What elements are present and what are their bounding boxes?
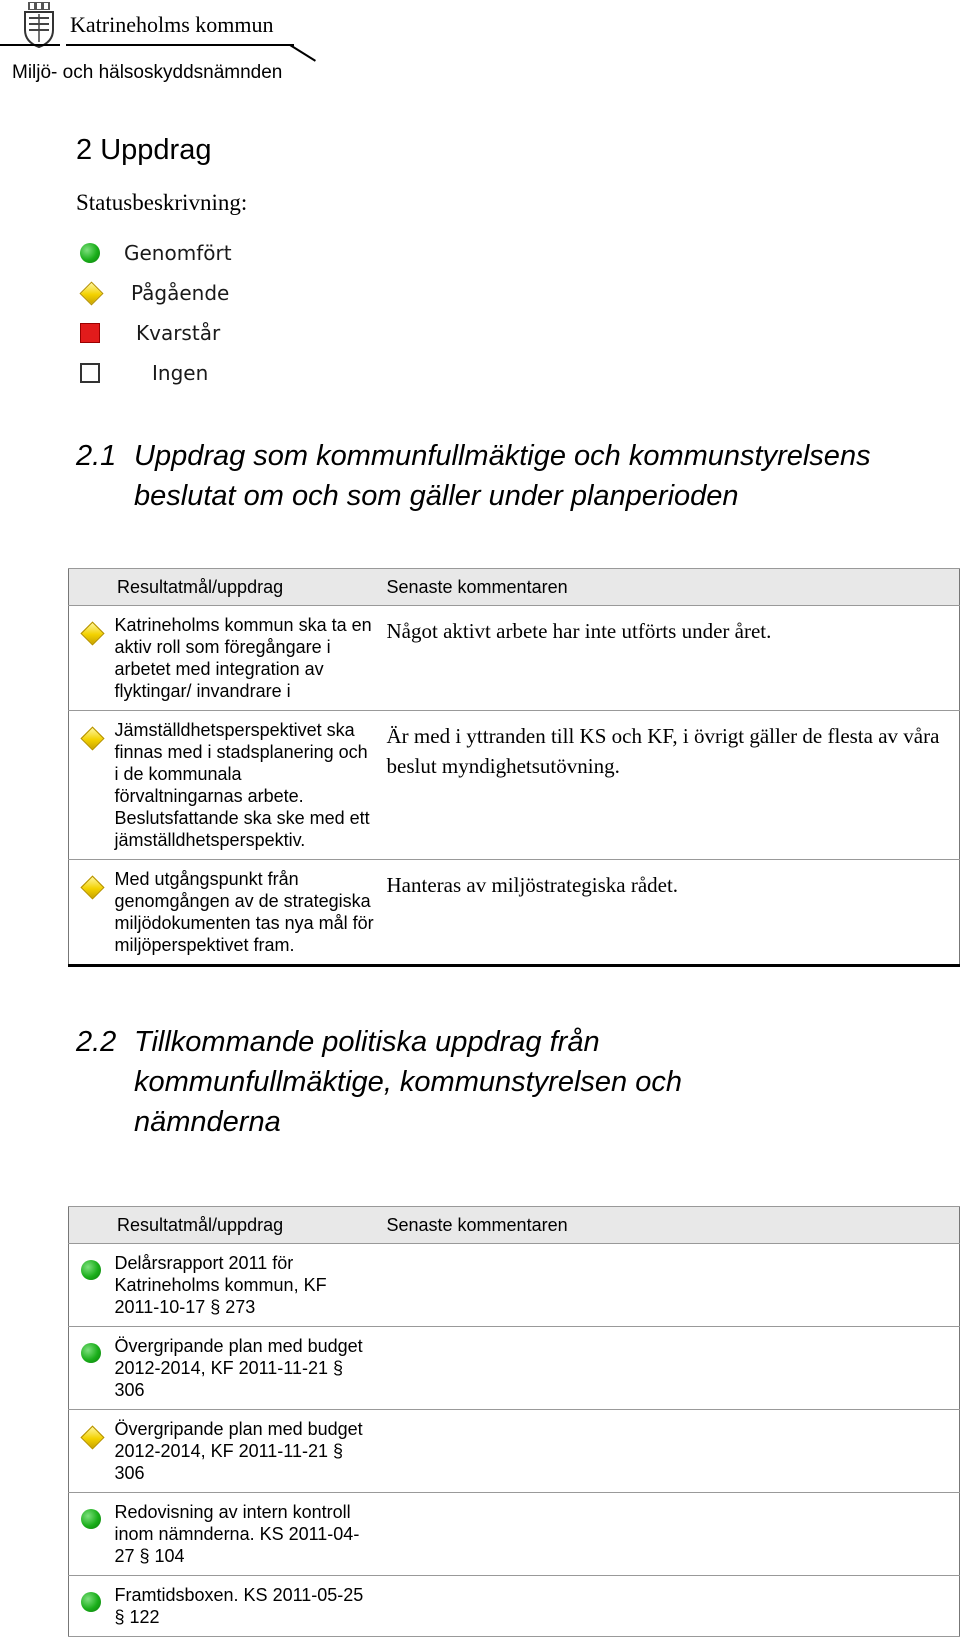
empty-square-icon [80, 363, 100, 383]
section-heading [76, 134, 211, 167]
comment-text: Något aktivt arbete har inte utförts under året. [381, 606, 960, 711]
legend-item [80, 278, 229, 308]
comment-text [381, 1244, 960, 1327]
column-header-comment: Senaste kommentaren [381, 569, 960, 606]
comment-text [381, 1493, 960, 1576]
goal-text: Jämställdhetsperspektivet ska finnas med i stadsplanering och i de kommunala förvaltningarnas arbete. Beslutsfattande ska ske med ett jämställdhetsperspektiv. [115, 711, 381, 860]
legend-item [80, 318, 220, 348]
brand-name: Katrineholms kommun [70, 12, 274, 37]
section-number: 2.2 [76, 1026, 117, 1058]
header-rule [289, 44, 316, 62]
column-header-goal: Resultatmål/uppdrag [69, 1207, 381, 1244]
comment-text [381, 1327, 960, 1410]
table-row [69, 860, 960, 966]
table-row [69, 606, 960, 711]
table-row [69, 1327, 960, 1410]
comment-text [381, 1410, 960, 1493]
table-row [69, 711, 960, 860]
section-title: Tillkommande politiska uppdrag från kommunfullmäktige, kommunstyrelsen och nämnderna [134, 1026, 682, 1138]
legend-label: Genomfört [124, 241, 232, 265]
table-row [69, 1410, 960, 1493]
green-circle-icon [81, 1260, 101, 1280]
comment-text: Är med i yttranden till KS och KF, i övrigt gäller de flesta av våra beslut myndighetsutövning. [381, 711, 960, 860]
table-row [69, 1493, 960, 1576]
header-rule [66, 44, 294, 46]
comment-text: Hanteras av miljöstrategiska rådet. [381, 860, 960, 966]
green-circle-icon [81, 1509, 101, 1529]
legend-label: Ingen [152, 361, 209, 385]
red-square-icon [80, 323, 100, 343]
comment-text [381, 1576, 960, 1637]
legend-label: Pågående [131, 281, 230, 305]
yellow-diamond-icon [80, 1425, 104, 1449]
legend-item [80, 238, 232, 268]
section-heading [76, 436, 956, 556]
table-row [69, 1244, 960, 1327]
header-rule [0, 44, 60, 46]
goal-text: Övergripande plan med budget 2012-2014, KF 2011-11-21 § 306 [115, 1327, 381, 1410]
yellow-diamond-icon [80, 726, 104, 750]
yellow-diamond-icon [79, 281, 103, 305]
section-title: Uppdrag som kommunfullmäktige och kommunstyrelsens beslutat om och som gäller under planperioden [134, 440, 871, 512]
assignments-table [68, 568, 960, 967]
green-circle-icon [81, 1343, 101, 1363]
column-header-goal: Resultatmål/uppdrag [69, 569, 381, 606]
status-description-label: Statusbeskrivning: [76, 190, 248, 215]
goal-text: Katrineholms kommun ska ta en aktiv roll som föregångare i arbetet med integration av flyktingar/ invandrare i [115, 606, 381, 711]
yellow-diamond-icon [80, 621, 104, 645]
column-header-comment: Senaste kommentaren [381, 1207, 960, 1244]
section-heading [76, 1022, 956, 1142]
yellow-diamond-icon [80, 875, 104, 899]
section-title: Uppdrag [100, 134, 212, 166]
green-circle-icon [81, 1592, 101, 1612]
assignments-table [68, 1206, 960, 1637]
section-number: 2.1 [76, 440, 117, 472]
municipal-crest-icon [22, 2, 56, 48]
goal-text: Delårsrapport 2011 för Katrineholms kommun, KF 2011-10-17 § 273 [115, 1244, 381, 1327]
green-circle-icon [80, 243, 100, 263]
section-number: 2 [76, 134, 93, 166]
table-row [69, 1576, 960, 1637]
goal-text: Framtidsboxen. KS 2011-05-25 § 122 [115, 1576, 381, 1637]
department-name: Miljö- och hälsoskyddsnämnden [12, 62, 283, 83]
goal-text: Övergripande plan med budget 2012-2014, KF 2011-11-21 § 306 [115, 1410, 381, 1493]
legend-item [80, 358, 208, 388]
legend-label: Kvarstår [136, 321, 221, 345]
goal-text: Med utgångspunkt från genomgången av de strategiska miljödokumenten tas nya mål för miljöperspektivet fram. [115, 860, 381, 966]
goal-text: Redovisning av intern kontroll inom nämnderna. KS 2011-04-27 § 104 [115, 1493, 381, 1576]
